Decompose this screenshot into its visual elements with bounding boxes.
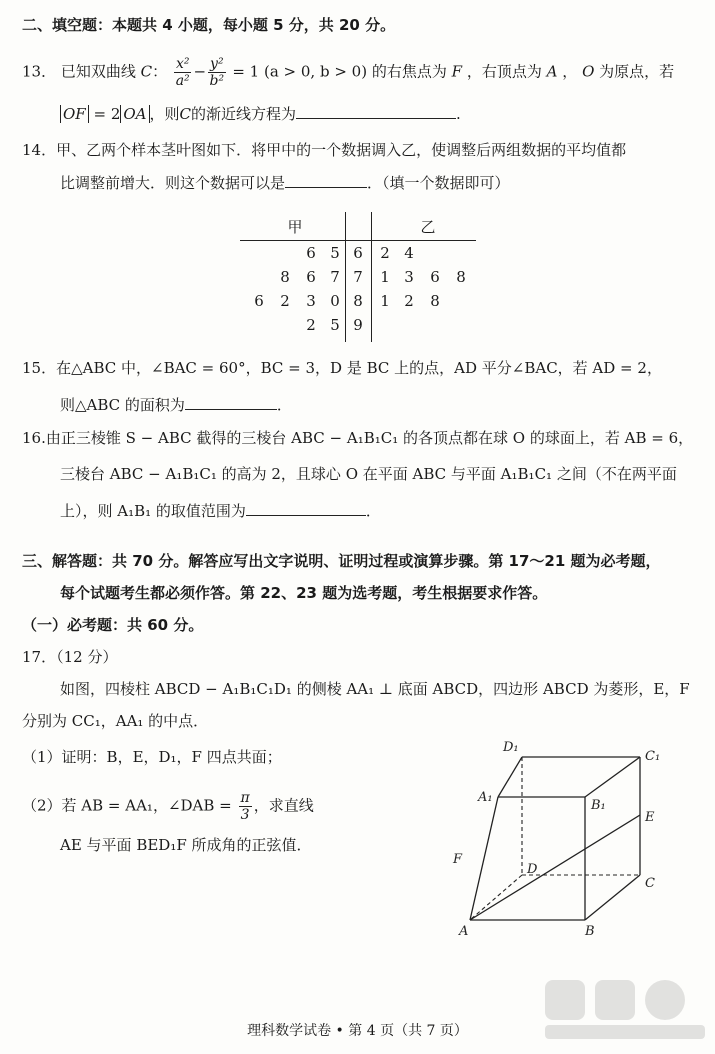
q13-text-e: 为原点，若 xyxy=(599,62,675,81)
q13-text-a: 已知双曲线 xyxy=(60,62,136,81)
q13-answer-blank[interactable] xyxy=(296,102,456,119)
leaf-jia: 5 xyxy=(330,316,340,334)
prism-diagram xyxy=(445,735,675,945)
section3-subheading: （一）必考题：共 60 分。 xyxy=(22,616,204,634)
q14-text-2a: 比调整前增大．则这个数据可以是 xyxy=(60,174,286,192)
q13-text-b: 的右焦点为 xyxy=(371,62,447,81)
label-A1: A₁ xyxy=(478,790,493,805)
leaf-yi: 1 xyxy=(380,292,390,310)
q13-OF: OF xyxy=(60,105,89,123)
leaf-yi: 2 xyxy=(404,292,414,310)
leaf-yi: 8 xyxy=(430,292,440,310)
q13-text-g: 的渐近线方程为 xyxy=(191,105,297,123)
leaf-jia: 8 xyxy=(280,268,290,286)
q17-part2b: ，求直线 xyxy=(253,796,314,815)
q14-line2 xyxy=(60,171,510,194)
label-C1: C₁ xyxy=(645,749,661,764)
q13-frac-y: $\frac{\text{y²}}{\text{b²}}$ xyxy=(209,56,225,89)
q13-curve-2: C xyxy=(179,105,192,123)
section3-line2: 每个试题考生都必须作答。第 22、23 题为选考题，考生根据要求作答。 xyxy=(60,584,548,602)
label-B1: B₁ xyxy=(591,798,606,813)
q17-pi-over-3: $\frac{\pi}{3}$ xyxy=(240,790,250,823)
q16-line2: 三棱台 ABC − A₁B₁C₁ 的高为 2，且球心 O 在平面 ABC 与平面 A₁B₁C₁ 之间（不在两平面 xyxy=(60,465,677,483)
q13-OA: OA xyxy=(120,105,149,123)
q17-part2c: AE 与平面 BED₁F 所成角的正弦值． xyxy=(60,836,312,854)
q13-curve: C xyxy=(140,62,153,81)
q16-answer-blank[interactable] xyxy=(246,499,366,516)
q17-part2 xyxy=(22,790,314,823)
q13-F: F xyxy=(451,62,463,81)
header-yi: 乙 xyxy=(420,218,436,236)
q14-text-2b: ．（填一个数据即可） xyxy=(367,174,510,192)
q16-number: 16. xyxy=(22,429,46,447)
q15-line1 xyxy=(22,357,662,379)
q16-line3 xyxy=(60,499,381,522)
q13-text-f: ，则 xyxy=(149,105,180,123)
header-rule xyxy=(240,240,476,241)
label-D: D xyxy=(527,862,538,877)
leaf-jia: 5 xyxy=(330,244,340,262)
stem: 6 xyxy=(353,244,363,262)
divider-right xyxy=(371,212,372,342)
q17-part2a: （2）若 AB = AA₁，∠DAB = xyxy=(22,796,232,815)
q14-number: 14． xyxy=(22,141,57,159)
q14-line1 xyxy=(22,139,626,161)
leaf-yi: 8 xyxy=(456,268,466,286)
label-D1: D₁ xyxy=(503,740,519,755)
q13-O: O xyxy=(582,62,595,81)
leaf-jia: 6 xyxy=(254,292,264,310)
q13-A: A xyxy=(546,62,558,81)
q15-text-1: 在△ABC 中，∠BAC = 60°，BC = 3，D 是 BC 上的点，AD 平分∠BAC，若 AD = 2， xyxy=(56,359,662,377)
q15-number: 15． xyxy=(22,359,57,377)
leaf-jia: 2 xyxy=(306,316,316,334)
stem: 9 xyxy=(353,316,363,334)
page-footer: 理科数学试卷 • 第 4 页（共 7 页） xyxy=(247,1023,468,1039)
q15-line2 xyxy=(60,393,292,416)
q13-text-d: ， xyxy=(562,62,578,81)
section3-line1: 三、解答题：共 70 分。解答应写出文字说明、证明过程或演算步骤。第 17～21 题为必考题， xyxy=(22,552,661,570)
leaf-yi: 6 xyxy=(430,268,440,286)
q13-line2 xyxy=(60,102,461,125)
leaf-jia: 7 xyxy=(330,268,340,286)
label-C: C xyxy=(645,876,655,891)
leaf-jia: 3 xyxy=(306,292,316,310)
q16-text-1: 由正三棱锥 S − ABC 截得的三棱台 ABC − A₁B₁C₁ 的各顶点都在球 O 的球面上，若 AB = 6， xyxy=(45,429,694,447)
header-jia: 甲 xyxy=(287,218,303,236)
q13-eq-cond: = 1 (a > 0, b > 0) xyxy=(232,62,368,81)
q16-line1 xyxy=(22,427,693,449)
q14-answer-blank[interactable] xyxy=(285,171,367,188)
stem: 8 xyxy=(353,292,363,310)
q13-line1: 13． 已知双曲线 C： $\frac{\text{x²}}{\text{a²}}$ − $\frac{\text{y²}}{\text{b²}}$ = 1 (a > 0, b > 0) 的右焦点为 F ，右顶点为 A ， O 为原点，若 xyxy=(22,56,675,89)
leaf-yi: 4 xyxy=(404,244,414,262)
q17-line2: 分别为 CC₁，AA₁ 的中点． xyxy=(22,712,209,730)
q15-answer-blank[interactable] xyxy=(185,393,277,410)
leaf-jia: 6 xyxy=(306,244,316,262)
q13-eq2: = 2 xyxy=(88,105,121,123)
leaf-jia: 6 xyxy=(306,268,316,286)
q15-text-2a: 则△ABC 的面积为 xyxy=(60,396,185,414)
q13-frac-x: $\frac{\text{x²}}{\text{a²}}$ xyxy=(175,56,190,89)
q13-number: 13． xyxy=(22,62,57,81)
q16-text-3b: ． xyxy=(365,502,381,520)
divider-left xyxy=(345,212,346,342)
q16-text-3a: 上），则 A₁B₁ 的取值范围为 xyxy=(60,502,246,520)
leaf-yi: 1 xyxy=(380,268,390,286)
q13-end: . xyxy=(456,105,461,123)
q15-text-2b: ． xyxy=(276,396,292,414)
q13-text-c: ，右顶点为 xyxy=(466,62,542,81)
label-B: B xyxy=(585,924,595,939)
q17-part1: （1）证明：B，E，D₁，F 四点共面； xyxy=(22,748,282,766)
q14-text-1: 甲、乙两个样本茎叶图如下．将甲中的一个数据调入乙，使调整后两组数据的平均值都 xyxy=(56,141,627,159)
stem: 7 xyxy=(353,268,363,286)
q17-number: 17．（12 分） xyxy=(22,648,118,666)
leaf-jia: 2 xyxy=(280,292,290,310)
section2-heading: 二、填空题：本题共 4 小题，每小题 5 分，共 20 分。 xyxy=(22,16,396,34)
leaf-yi: 3 xyxy=(404,268,414,286)
label-F: F xyxy=(453,852,463,867)
leaf-jia: 0 xyxy=(330,292,340,310)
leaf-yi: 2 xyxy=(380,244,390,262)
label-A: A xyxy=(459,924,469,939)
stem-leaf-plot xyxy=(240,212,476,342)
label-E: E xyxy=(645,810,655,825)
q17-line1: 如图，四棱柱 ABCD − A₁B₁C₁D₁ 的侧棱 AA₁ ⊥ 底面 ABCD，四边形 ABCD 为菱形，E，F xyxy=(60,680,690,698)
